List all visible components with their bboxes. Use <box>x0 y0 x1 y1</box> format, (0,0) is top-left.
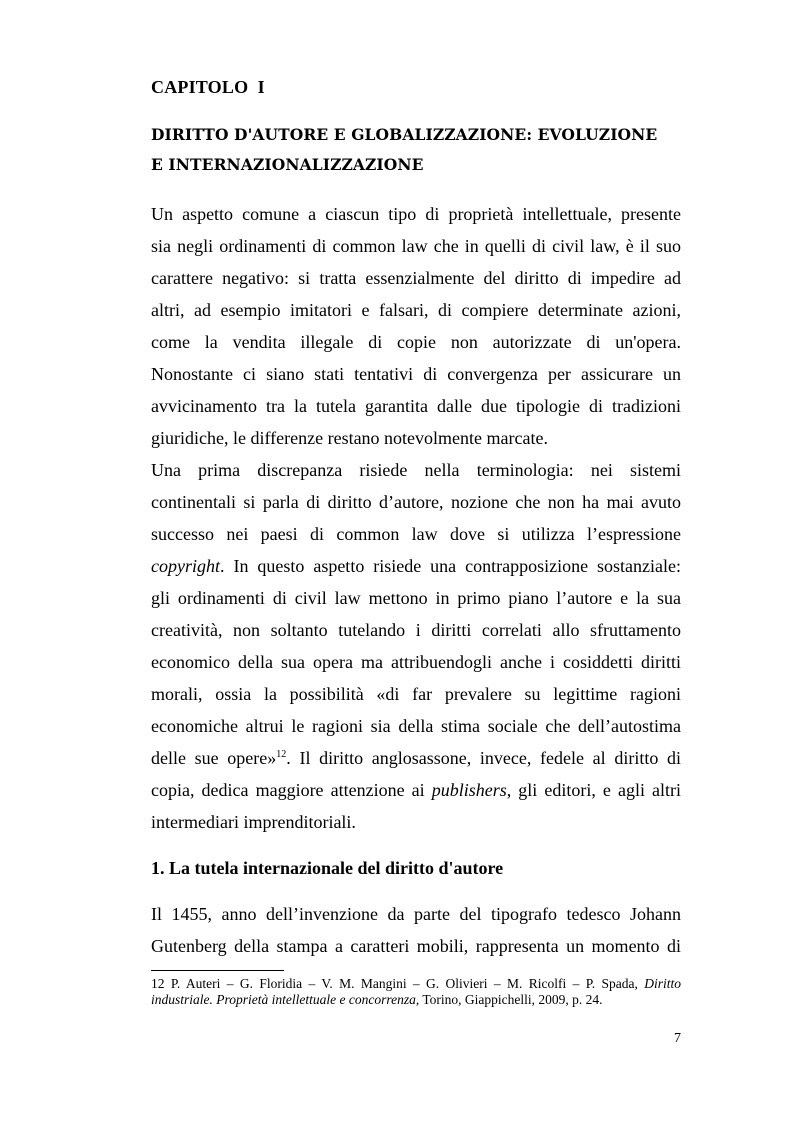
text-line: giuridiche, le differenze restano notevolmente marcate. <box>151 428 548 448</box>
section-heading: 1. La tutela internazionale del diritto d'autore <box>151 858 504 878</box>
page-number: 7 <box>674 1031 681 1046</box>
text-line: carattere negativo: si tratta essenzialmente del diritto di impedire ad <box>151 268 681 288</box>
italic-term-publishers: publishers <box>431 780 507 800</box>
text-line: Nonostante ci siano stati tentativi di convergenza per assicurare un <box>151 364 681 384</box>
text-line: gli ordinamenti di civil law mettono in primo piano l’autore e la sua <box>151 588 681 608</box>
text-fragment: copia, dedica maggiore attenzione ai <box>151 780 432 800</box>
footnote <box>151 976 681 1008</box>
footnote-line <box>151 992 681 1008</box>
text-line: come la vendita illegale di copie non autorizzate di un'opera. <box>151 332 681 352</box>
text-line: intermediari imprenditoriali. <box>151 812 356 832</box>
chapter-title-line: DIRITTO D'AUTORE E GLOBALIZZAZIONE: EVOLUZIONE <box>151 125 658 144</box>
text-fragment: delle sue opere» <box>151 748 277 768</box>
chapter-title-line: E INTERNAZIONALIZZAZIONE <box>151 155 424 174</box>
text-line: altri, ad esempio imitatori e falsari, di compiere determinate azioni, <box>151 300 681 320</box>
text-line: economico della sua opera ma attribuendogli anche i cosiddetti diritti <box>151 652 681 672</box>
text-line: Un aspetto comune a ciascun tipo di proprietà intellettuale, presente <box>151 204 681 224</box>
text-line: Il 1455, anno dell’invenzione da parte del tipografo tedesco Johann <box>151 904 681 924</box>
text-line <box>151 742 681 774</box>
text-line <box>151 550 681 582</box>
text-line: avvicinamento tra la tutela garantita dalle due tipologie di tradizioni <box>151 396 681 416</box>
footnote-separator <box>151 970 284 971</box>
text-line: successo nei paesi di common law dove si utilizza l’espressione <box>151 524 681 544</box>
text-fragment: . In questo aspetto risiede una contrapposizione sostanziale: <box>220 556 681 576</box>
text-line: continentali si parla di diritto d’autore, nozione che non ha mai avuto <box>151 492 681 512</box>
text-line: economiche altrui le ragioni sia della stima sociale che dell’autostima <box>151 716 681 736</box>
paragraph-intro <box>151 198 681 454</box>
text-line <box>151 774 681 806</box>
text-fragment: , Torino, Giappichelli, 2009, p. 24. <box>415 992 603 1007</box>
italic-term-copyright: copyright <box>151 556 220 576</box>
text-line: morali, ossia la possibilità «di far prevalere su legittime ragioni <box>151 684 681 704</box>
text-line: sia negli ordinamenti di common law che in quelli di civil law, è il suo <box>151 236 681 256</box>
footnote-line <box>151 976 681 992</box>
paragraph-terminology <box>151 454 681 838</box>
text-line: Una prima discrepanza risiede nella terminologia: nei sistemi <box>151 460 681 480</box>
italic-title: Diritto <box>644 976 681 991</box>
chapter-title <box>151 120 681 180</box>
text-fragment: 12 P. Auteri – G. Floridia – V. M. Mangini – G. Olivieri – M. Ricolfi – P. Spada, <box>151 976 645 991</box>
paragraph-gutenberg <box>151 898 681 962</box>
italic-title: industriale. Proprietà intellettuale e concorrenza <box>151 992 416 1007</box>
text-fragment: . Il diritto anglosassone, invece, fedele al diritto di <box>286 748 681 768</box>
text-line: Gutenberg della stampa a caratteri mobili, rappresenta un momento di <box>151 936 681 956</box>
text-fragment: , gli editori, e agli altri <box>506 780 681 800</box>
footnote-reference: 12 <box>276 749 287 760</box>
chapter-label: CAPITOLO I <box>151 77 265 97</box>
text-line: creatività, non soltanto tutelando i diritti correlati allo sfruttamento <box>151 620 681 640</box>
